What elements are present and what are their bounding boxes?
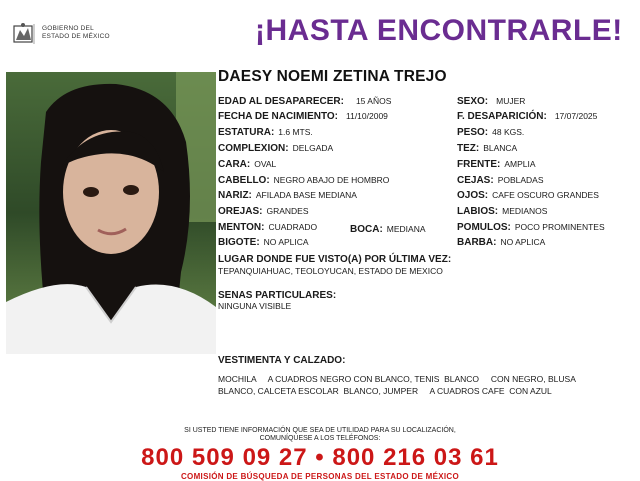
logo-line-1: GOBIERNO DEL — [42, 25, 94, 32]
field-bigote — [218, 236, 309, 249]
field-value: MEDIANA — [386, 224, 426, 234]
field-labios — [457, 205, 547, 218]
field-label: PESO: — [457, 127, 489, 138]
photo-illustration — [6, 72, 216, 354]
field-value: NO APLICA — [263, 237, 309, 247]
field-orejas — [218, 205, 309, 218]
field-label: OREJAS: — [218, 206, 263, 217]
field-value: POBLADAS — [497, 175, 544, 185]
field-nacimiento — [218, 110, 388, 123]
field-value: OVAL — [254, 159, 277, 169]
field-label: SEXO: — [457, 96, 489, 107]
field-value: NEGRO ABAJO DE HOMBRO — [273, 175, 390, 185]
field-value: 11/10/2009 — [346, 111, 388, 121]
government-logo — [12, 22, 122, 48]
field-label: ESTATURA: — [218, 127, 275, 138]
field-label: BOCA: — [350, 224, 383, 235]
field-label: OJOS: — [457, 190, 489, 201]
logo-text — [42, 25, 110, 41]
field-label: FRENTE: — [457, 159, 501, 170]
field-label: F. DESAPARICIÓN: — [457, 111, 547, 122]
vestimenta-line-2: BLANCO, CALCETA ESCOLAR BLANCO, JUMPER A CUADROS CAFE CON AZUL — [218, 386, 552, 396]
field-value: 15 AÑOS — [355, 96, 392, 106]
vestimenta-label: VESTIMENTA Y CALZADO: — [218, 355, 346, 366]
field-value: CUADRADO — [268, 222, 318, 232]
field-label: CARA: — [218, 159, 251, 170]
footer-note-line-1: SI USTED TIENE INFORMACIÓN QUE SEA DE UTILIDAD PARA SU LOCALIZACIÓN, — [184, 427, 456, 434]
field-edad — [218, 95, 391, 108]
lugar-label: LUGAR DONDE FUE VISTO(A) POR ÚLTIMA VEZ: — [218, 254, 452, 265]
field-value: MUJER — [496, 96, 526, 106]
senas-value: NINGUNA VISIBLE — [218, 301, 292, 311]
phone-numbers: 800 509 09 27 • 800 216 03 61 — [141, 444, 499, 471]
footer-note-line-2: COMUNÍQUESE A LOS TELÉFONOS: — [259, 435, 381, 442]
field-value: DELGADA — [292, 143, 334, 153]
field-label: MENTON: — [218, 222, 265, 233]
vestimenta-line-1: MOCHILA A CUADROS NEGRO CON BLANCO, TENIS BLANCO CON NEGRO, BLUSA — [218, 374, 576, 384]
field-value: BLANCA — [483, 143, 518, 153]
field-label: POMULOS: — [457, 222, 511, 233]
field-value: NO APLICA — [500, 237, 546, 247]
field-frente — [457, 158, 536, 171]
field-value: CAFE OSCURO GRANDES — [492, 190, 599, 200]
field-cara — [218, 158, 276, 171]
field-value: MEDIANOS — [502, 206, 548, 216]
field-cejas — [457, 174, 544, 187]
field-value: 17/07/2025 — [554, 111, 598, 121]
field-value: AFILADA BASE MEDIANA — [255, 190, 357, 200]
field-cabello — [218, 174, 389, 187]
field-value: 48 KGS. — [492, 127, 525, 137]
field-boca — [350, 223, 426, 236]
field-label: LABIOS: — [457, 206, 499, 217]
field-sexo — [457, 95, 525, 108]
field-value: GRANDES — [266, 206, 309, 216]
senas-label: SENAS PARTICULARES: — [218, 290, 337, 301]
field-label: TEZ: — [457, 143, 480, 154]
field-label: BIGOTE: — [218, 237, 260, 248]
person-name: DAESY NOEMI ZETINA TREJO — [218, 68, 447, 85]
field-label: COMPLEXION: — [218, 143, 289, 154]
headline: ¡HASTA ENCONTRARLE! — [255, 14, 623, 47]
field-desaparicion — [457, 110, 597, 123]
lugar-value: TEPANQUIAHUAC, TEOLOYUCAN, ESTADO DE MEXICO — [218, 266, 443, 276]
field-label: CEJAS: — [457, 175, 494, 186]
field-nariz — [218, 189, 357, 202]
field-value: 1.6 MTS. — [278, 127, 313, 137]
field-tez — [457, 142, 517, 155]
field-estatura — [218, 126, 313, 139]
person-photo — [6, 72, 216, 354]
field-value: POCO PROMINENTES — [514, 222, 605, 232]
field-label: EDAD AL DESAPARECER: — [218, 96, 344, 107]
field-label: FECHA DE NACIMIENTO: — [218, 111, 338, 122]
field-ojos — [457, 189, 599, 202]
field-pomulos — [457, 221, 605, 234]
field-menton — [218, 221, 317, 234]
field-value: AMPLIA — [504, 159, 536, 169]
field-label: BARBA: — [457, 237, 497, 248]
field-label: CABELLO: — [218, 175, 270, 186]
field-complexion — [218, 142, 333, 155]
field-barba — [457, 236, 545, 249]
logo-line-2: ESTADO DE MÉXICO — [42, 33, 110, 40]
state-emblem-icon — [12, 22, 38, 46]
field-label: NARIZ: — [218, 190, 252, 201]
field-peso — [457, 126, 524, 139]
commission-name: COMISIÓN DE BÚSQUEDA DE PERSONAS DEL ESTADO DE MÉXICO — [180, 472, 459, 481]
